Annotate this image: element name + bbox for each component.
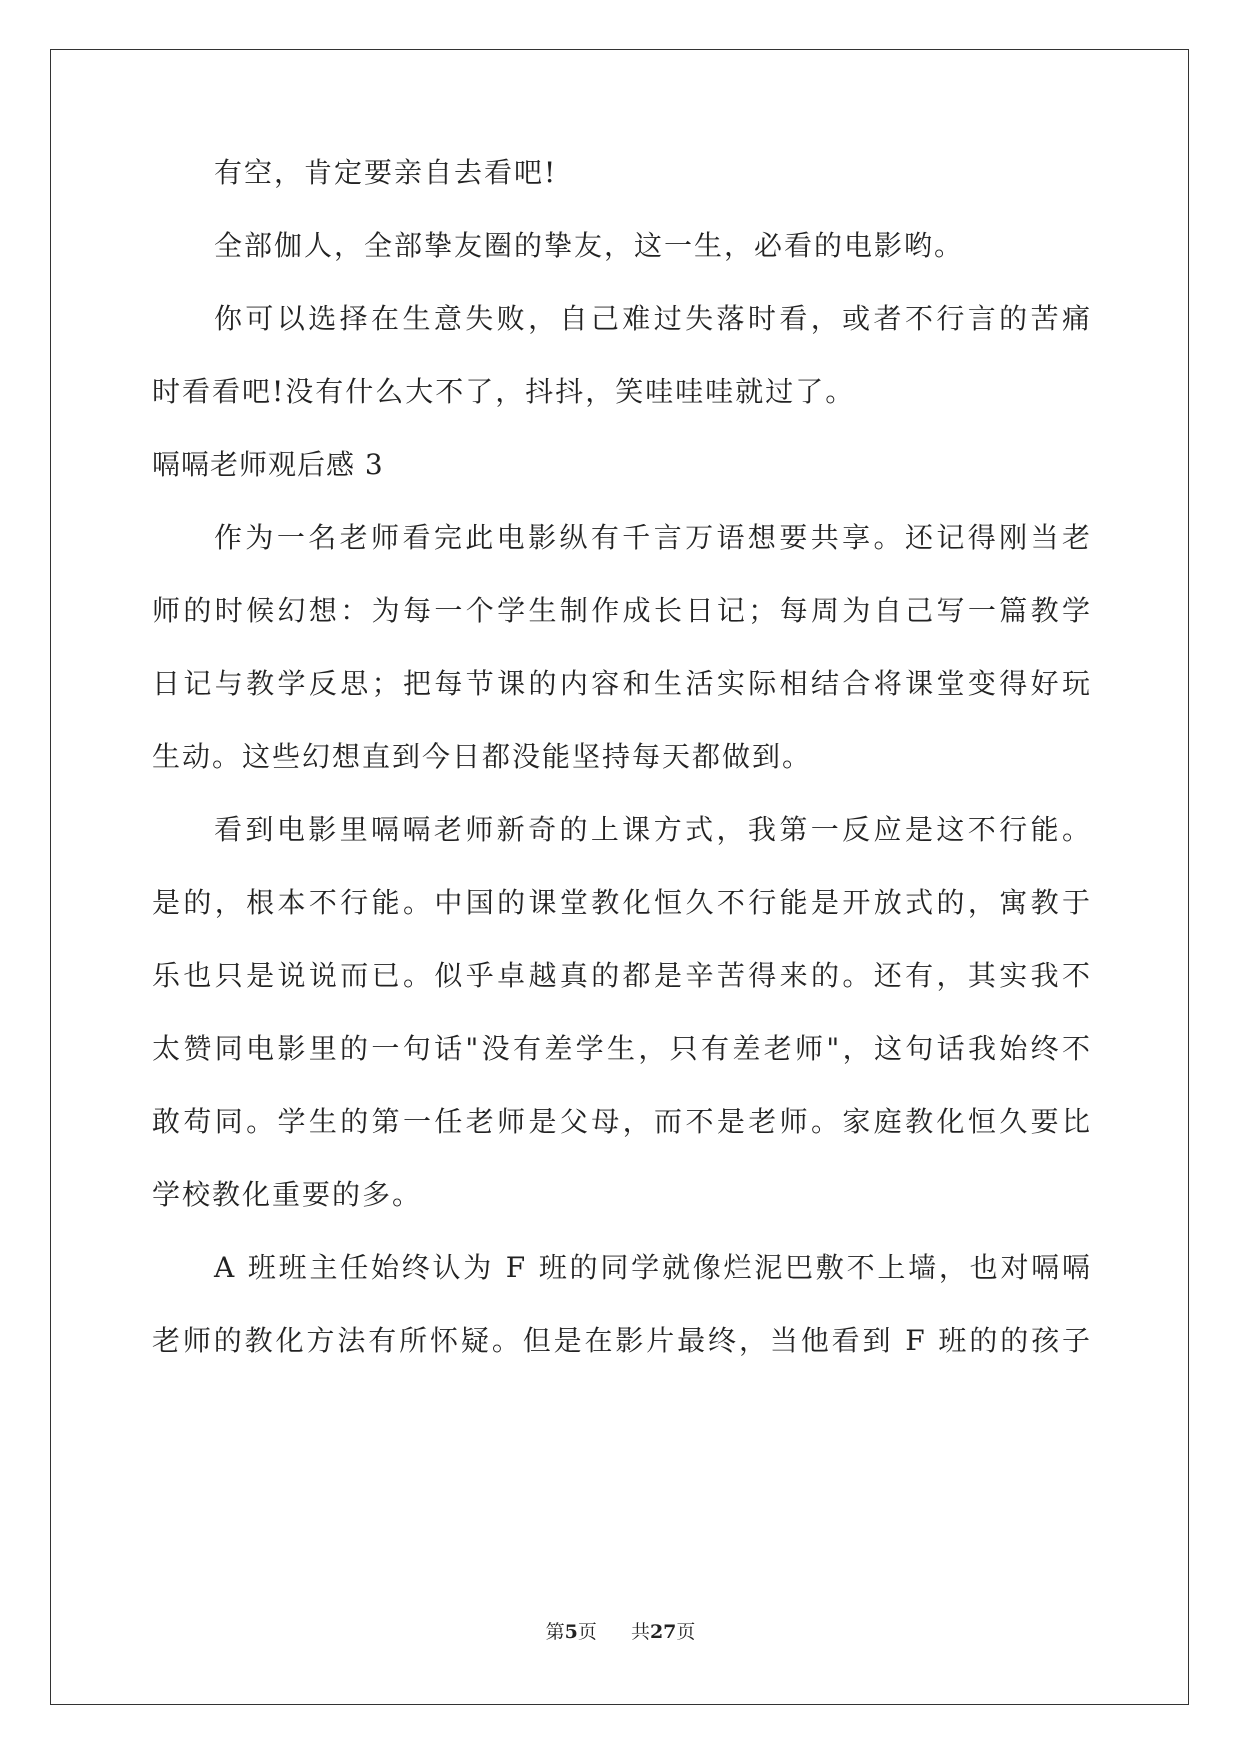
paragraph-line-14: 学校教化重要的多。 [152,1178,423,1211]
paragraph-line-13: 敢苟同。学生的第一任老师是父母，而不是老师。家庭教化恒久要比 [152,1105,1092,1138]
paragraph-line-11: 乐也只是说说而已。似乎卓越真的都是辛苦得来的。还有，其实我不 [152,959,1092,992]
paragraph-line-10: 是的，根本不行能。中国的课堂教化恒久不行能是开放式的，寓教于 [152,886,1092,919]
page-prefix: 第 [545,1621,565,1643]
paragraph-line-4: 时看看吧!没有什么大不了，抖抖，笑哇哇哇就过了。 [152,375,856,408]
paragraph-line-9: 看到电影里嗝嗝老师新奇的上课方式，我第一反应是这不行能。 [214,813,1092,846]
paragraph-line-8: 生动。这些幻想直到今日都没能坚持每天都做到。 [152,740,813,773]
page-number: 5 [564,1621,578,1643]
paragraph-line-1: 有空，肯定要亲自去看吧! [214,156,558,189]
page-border [50,49,1189,1705]
page-footer [0,1620,1241,1644]
paragraph-line-6: 师的时候幻想：为每一个学生制作成长日记；每周为自己写一篇教学 [152,594,1092,627]
paragraph-line-12: 太赞同电影里的一句话"没有差学生，只有差老师"，这句话我始终不 [152,1032,1092,1065]
total-suffix: 页 [676,1621,696,1643]
section-heading: 嗝嗝老师观后感 3 [152,448,384,481]
total-pages: 27 [649,1621,677,1643]
paragraph-line-5: 作为一名老师看完此电影纵有千言万语想要共享。还记得刚当老 [214,521,1092,554]
paragraph-line-16: 老师的教化方法有所怀疑。但是在影片最终，当他看到 F 班的的孩子 [152,1324,1092,1357]
paragraph-line-2: 全部伽人，全部挚友圈的挚友，这一生，必看的电影哟。 [214,229,965,262]
paragraph-line-15: A 班班主任始终认为 F 班的同学就像烂泥巴敷不上墙，也对嗝嗝 [214,1251,1092,1284]
paragraph-line-3: 你可以选择在生意失败，自己难过失落时看，或者不行言的苦痛 [214,302,1092,335]
total-prefix: 共 [630,1621,650,1643]
page-suffix: 页 [577,1621,597,1643]
paragraph-line-7: 日记与教学反思；把每节课的内容和生活实际相结合将课堂变得好玩 [152,667,1092,700]
